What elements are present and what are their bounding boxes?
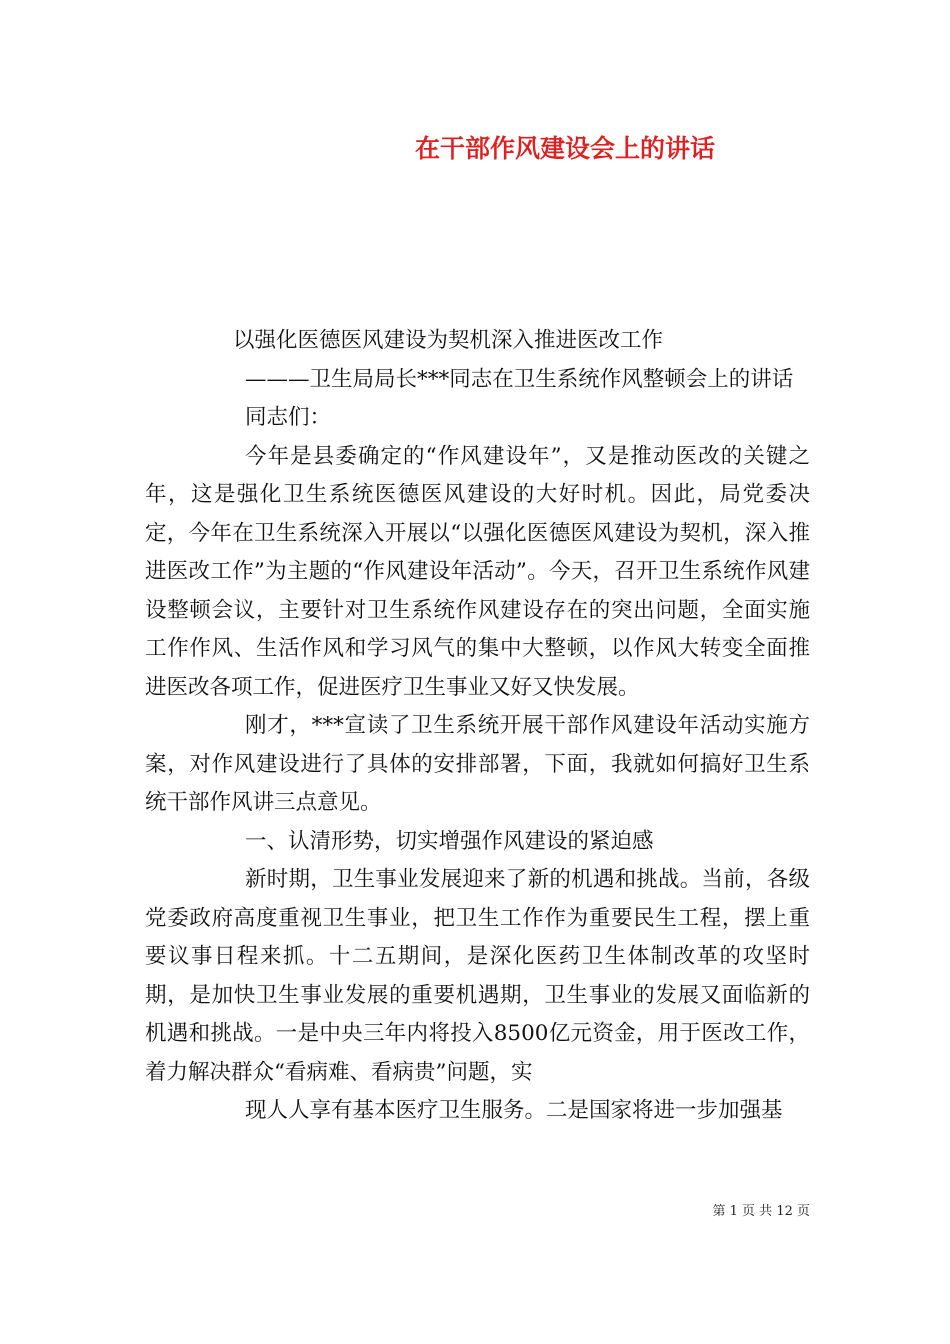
paragraph-situation: 新时期，卫生事业发展迎来了新的机遇和挑战。当前，各级党委政府高度重视卫生事业，把卫生工作作为重要民生工程，摆上重要议事日程来抓。十二五期间，是深化医药卫生体制改革的攻坚时期，是加快卫生事业发展的重要机遇期，卫生事业的发展又面临新的机遇和挑战。一是中央三年内将投入8500亿元资金，用于医改工作，着力解决群众“看病难、看病贵”问题，实 [145, 867, 810, 1085]
page-number-footer: 第 1 页 共 12 页 [712, 1204, 810, 1219]
salutation: 同志们： [245, 405, 332, 430]
paragraph-plan: 刚才，***宣读了卫生系统开展干部作风建设年活动实施方案，对作风建设进行了具体的安排部署，下面，我就如何搞好卫生系统干部作风讲三点意见。 [145, 713, 810, 815]
speech-subtitle: 以强化医德医风建设为契机深入推进医改工作 [233, 328, 664, 353]
paragraph-intro: 今年是县委确定的“作风建设年”，又是推动医改的关键之年，这是强化卫生系统医德医风建设的大好时机。因此，局党委决定，今年在卫生系统深入开展以“以强化医德医风建设为契机，深入推进医改工作”为主题的“作风建设年活动”。今天，召开卫生系统作风建设整顿会议，主要针对卫生系统作风建设存在的突出问题，全面实施工作作风、生活作风和学习风气的集中大整顿，以作风大转变全面推进医改各项工作，促进医疗卫生事业又好又快发展。 [145, 443, 810, 700]
document-title: 在干部作风建设会上的讲话 [414, 134, 715, 163]
document-body [145, 322, 810, 1131]
section-heading-1: 一、认清形势，切实增强作风建设的紧迫感 [245, 828, 654, 854]
speech-byline: ———卫生局局长***同志在卫生系统作风整顿会上的讲话 [245, 366, 794, 392]
paragraph-continued: 现人人享有基本医疗卫生服务。二是国家将进一步加强基 [245, 1098, 783, 1123]
